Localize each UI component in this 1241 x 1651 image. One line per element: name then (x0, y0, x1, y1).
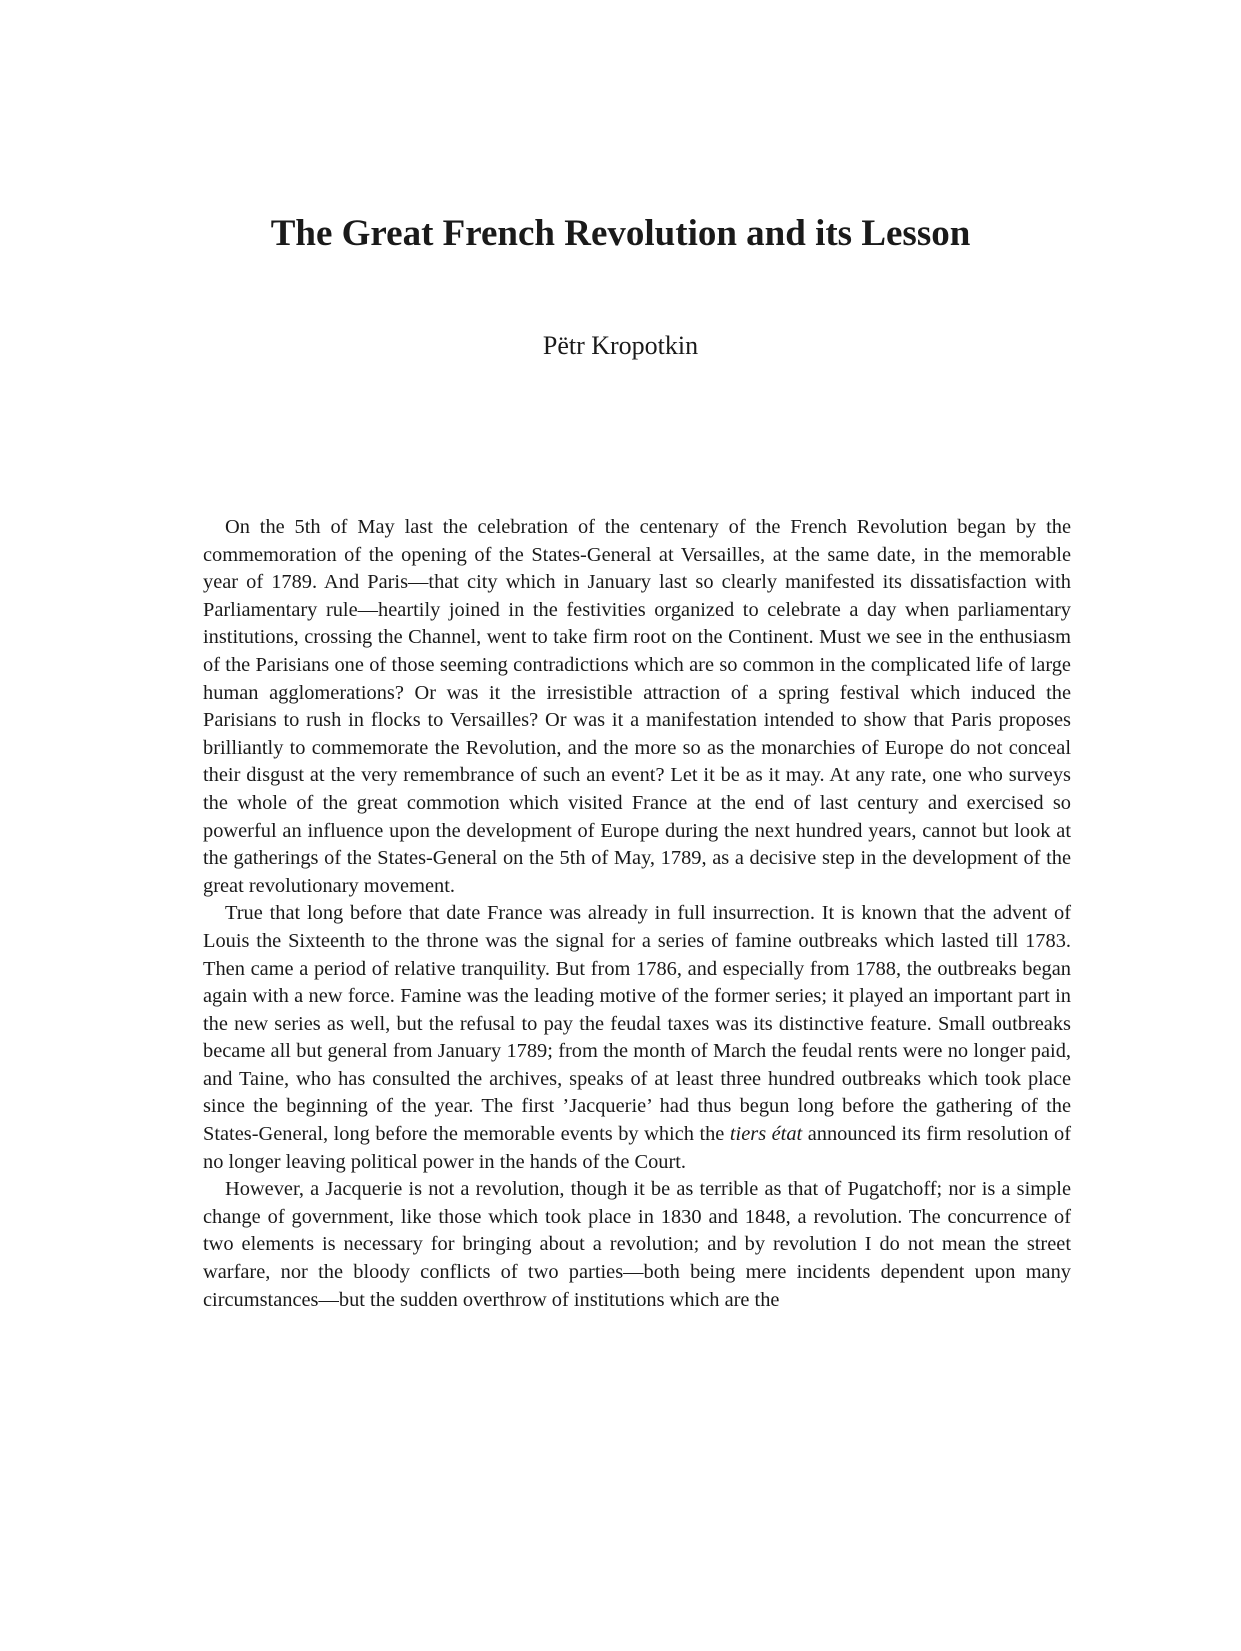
paragraph-2-italic-phrase: tiers état (729, 1123, 803, 1146)
paragraph-2 (203, 900, 1071, 1176)
document-title: The Great French Revolution and its Lesson (270, 213, 971, 254)
document-author: Pëtr Kropotkin (542, 331, 699, 360)
document-body (203, 514, 1071, 1314)
paragraph-3: However, a Jacquerie is not a revolution, though it be as terrible as that of Pugatchoff; nor is a simple change of government, like those which took place in 1830 and 1848, a revolution. The concurrence of two elements is necessary for bringing about a revolution; and by revolution I do not mean the street warfare, nor the bloody conflicts of two parties—both being mere incidents dependent upon many circumstances—but the sudden overthrow of institutions which are the (203, 1178, 1071, 1311)
paragraph-2-text-before: True that long before that date France was already in full insurrection. It is known that the advent of Louis the Sixteenth to the throne was the signal for a series of famine outbreaks which lasted till 1783. Then came a period of relative tranquility. But from 1786, and especially from 1788, the outbreaks began again with a new force. Famine was the leading motive of the former series; it played an important part in the new series as well, but the refusal to pay the feudal taxes was its distinctive feature. Small outbreaks became all but general from January 1789; from the month of March the feudal rents were no longer paid, and Taine, who has consulted the archives, speaks of at least three hundred outbreaks which took place since the beginning of the year. The first ’Jacquerie’ had thus begun long before the gathering of the States-General, long before the memorable events by which the (203, 902, 1071, 1146)
paragraph-2-text-after: announced its firm resolution of no longer leaving political power in the hands of the Court. (203, 1123, 1071, 1173)
paragraph-1: On the 5th of May last the celebration of the centenary of the French Revolution began by the commemoration of the opening of the States-General at Versailles, at the same date, in the memorable year of 1789. And Paris—that city which in January last so clearly manifested its dissatisfaction with Parliamentary rule—heartily joined in the festivities organized to celebrate a day when parliamentary institutions, crossing the Channel, went to take firm root on the Continent. Must we see in the enthusiasm of the Parisians one of those seeming contradictions which are so common in the complicated life of large human agglomerations? Or was it the irresistible attraction of a spring festival which induced the Parisians to rush in flocks to Versailles? Or was it a manifestation intended to show that Paris proposes brilliantly to commemorate the Revolution, and the more so as the monarchies of Europe do not conceal their disgust at the very remembrance of such an event? Let it be as it may. At any rate, one who surveys the whole of the great commotion which visited France at the end of last century and exercised so powerful an influence upon the development of Europe during the next hundred years, cannot but look at the gatherings of the States-General on the 5th of May, 1789, as a decisive step in the development of the great revolutionary movement. (203, 516, 1071, 897)
